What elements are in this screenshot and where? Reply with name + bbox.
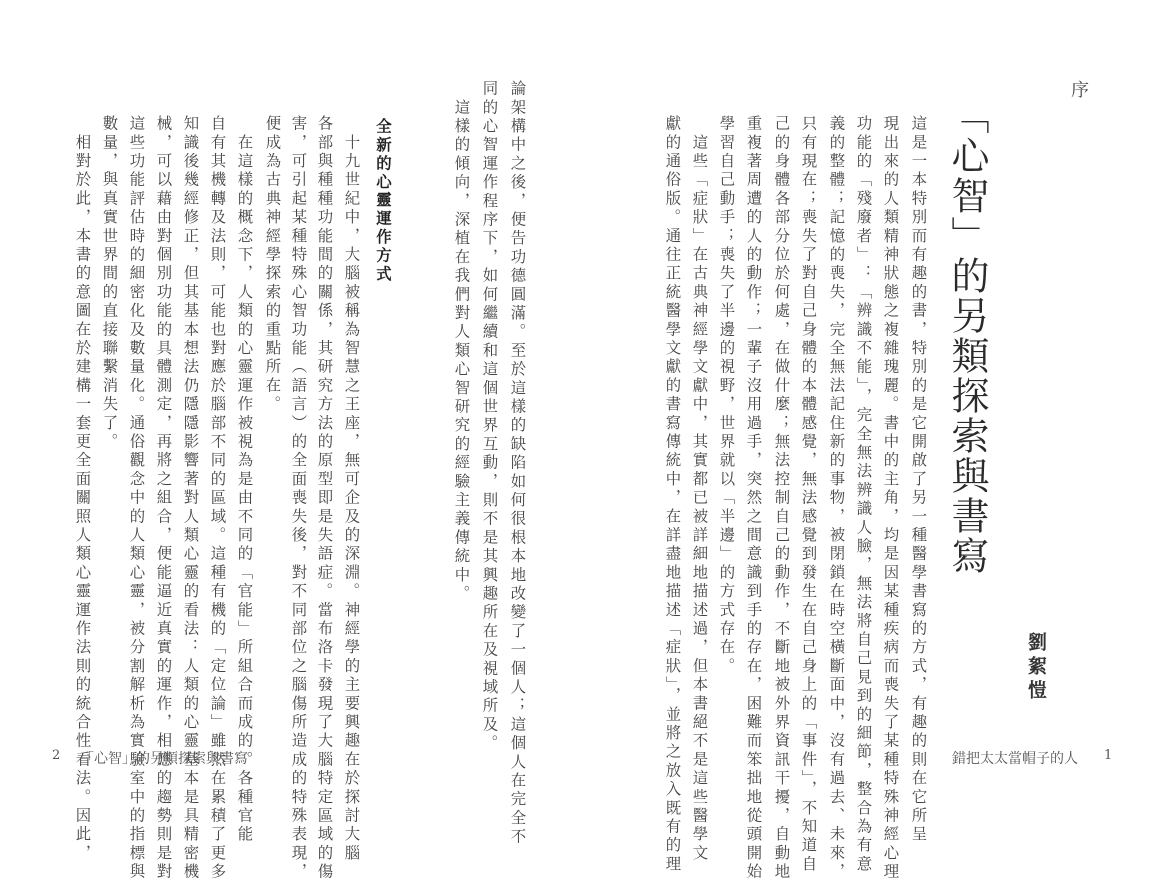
text-column: 知識後幾經修正，但其基本想法仍隱隱影響著對人類心靈的看法：人類的心靈基本是具精密機: [181, 115, 200, 882]
text-column: 義的整體；記憶的喪失，完全無法記住新的事物，被閉鎖在時空橫斷面中，沒有過去、未來，: [827, 115, 846, 882]
section-label: 序: [1068, 80, 1089, 98]
text-column: 械，可以藉由對個別功能的具體測定，再將之組合，便能逼近真實的運作，相應的趨勢則是對: [154, 115, 173, 882]
text-column: 相對於此，本書的意圖在於建構一套更全面關照人類心靈運作法則的統合性看法。因此，: [73, 115, 92, 863]
text-column: 自有其機轉及法則，可能也對應於腦部不同的區域。這種有機的「定位論」雖然在累積了更多: [208, 115, 227, 882]
text-column: 己的身體各部分位於何處，在做什麼；無法控制自己的動作，不斷地被外界資訊干擾，自動地: [772, 115, 791, 882]
text-column: 只有現在；喪失了對自己身體的本體感覺，無法感覺到發生在自己身上的「事件」，不知道自: [799, 115, 818, 874]
text-column: 便成為古典神經學探索的重點所在。: [263, 115, 282, 415]
text-column: 功能的「殘廢者」：「辨識不能」，完全無法辨識人臉，無法將自己見到的細節，整合為有意: [854, 115, 873, 874]
text-column: 數量，與真實世界間的直接聯繫消失了。: [100, 115, 119, 452]
page-number: 2: [52, 748, 61, 763]
author-name: 劉絮愷: [1025, 632, 1047, 704]
text-column: 學習自己動手；喪失了半邊的視野，世界就以「半邊」的方式存在。: [717, 115, 736, 676]
text-column: 害，可引起某種特殊心智功能（語言）的全面喪失後，對不同部位之腦傷所造成的特殊表現，: [289, 115, 308, 882]
text-column: 這是一本特別而有趣的書，特別的是它開啟了另一種醫學書寫的方式，有趣的則在它所呈: [909, 115, 928, 845]
text-column: 十九世紀中，大腦被稱為智慧之王座，無可企及的深淵。神經學的主要興趣在於探討大腦: [342, 115, 361, 863]
text-column: 這樣的傾向，深植在我們對人類心智研究的經驗主義傳統中。: [452, 80, 471, 604]
text-column: 各部與種種功能間的關係，其研究方法的原型即是失語症。當布洛卡發現了大腦特定區域的傷: [315, 115, 334, 882]
page-number: 1: [1104, 748, 1113, 763]
running-footer-title: 「心智」的另類探索與書寫: [80, 751, 248, 767]
text-column: 這些「症狀」在古典神經學文獻中，其實都已被詳細地描述過，但本書絕不是這些醫學文: [690, 115, 709, 863]
text-column: 在這樣的概念下，人類的心靈運作被視為是由不同的「官能」所組合而成的。各種官能: [235, 115, 254, 845]
text-column: 現出來的人類精神狀態之複雜瑰麗。書中的主角，均是因某種疾病而喪失了某種特殊神經心理: [881, 115, 900, 882]
running-footer-title: 錯把太太當帽子的人: [952, 751, 1078, 767]
text-column: 這些功能評估時的細密化及數量化。通俗觀念中的人類心靈，被分割解析為實驗室中的指標與: [127, 115, 146, 882]
text-column: 重複著周遭的人的動作；一輩子沒用過手，突然之間意識到手的存在，困難而笨拙地從頭開始: [744, 115, 763, 882]
text-column: 獻的通俗版。通往正統醫學文獻的書寫傳統中，在詳盡地描述「症狀」，並將之放入既有的理: [663, 115, 682, 874]
right-page: [582, 0, 1164, 882]
text-column: 同的心智運作程序下，如何繼續和這個世界互動，則不是其興趣所在及視域所及。: [480, 80, 499, 754]
section-subheading: 全新的心靈運作方式: [374, 118, 392, 284]
chapter-title: 「心智」的另類探索與書寫: [945, 96, 989, 576]
text-column: 論架構中之後，便告功德圓滿。至於這樣的缺陷如何很根本地改變了一個人；這個人在完全不: [508, 80, 527, 847]
